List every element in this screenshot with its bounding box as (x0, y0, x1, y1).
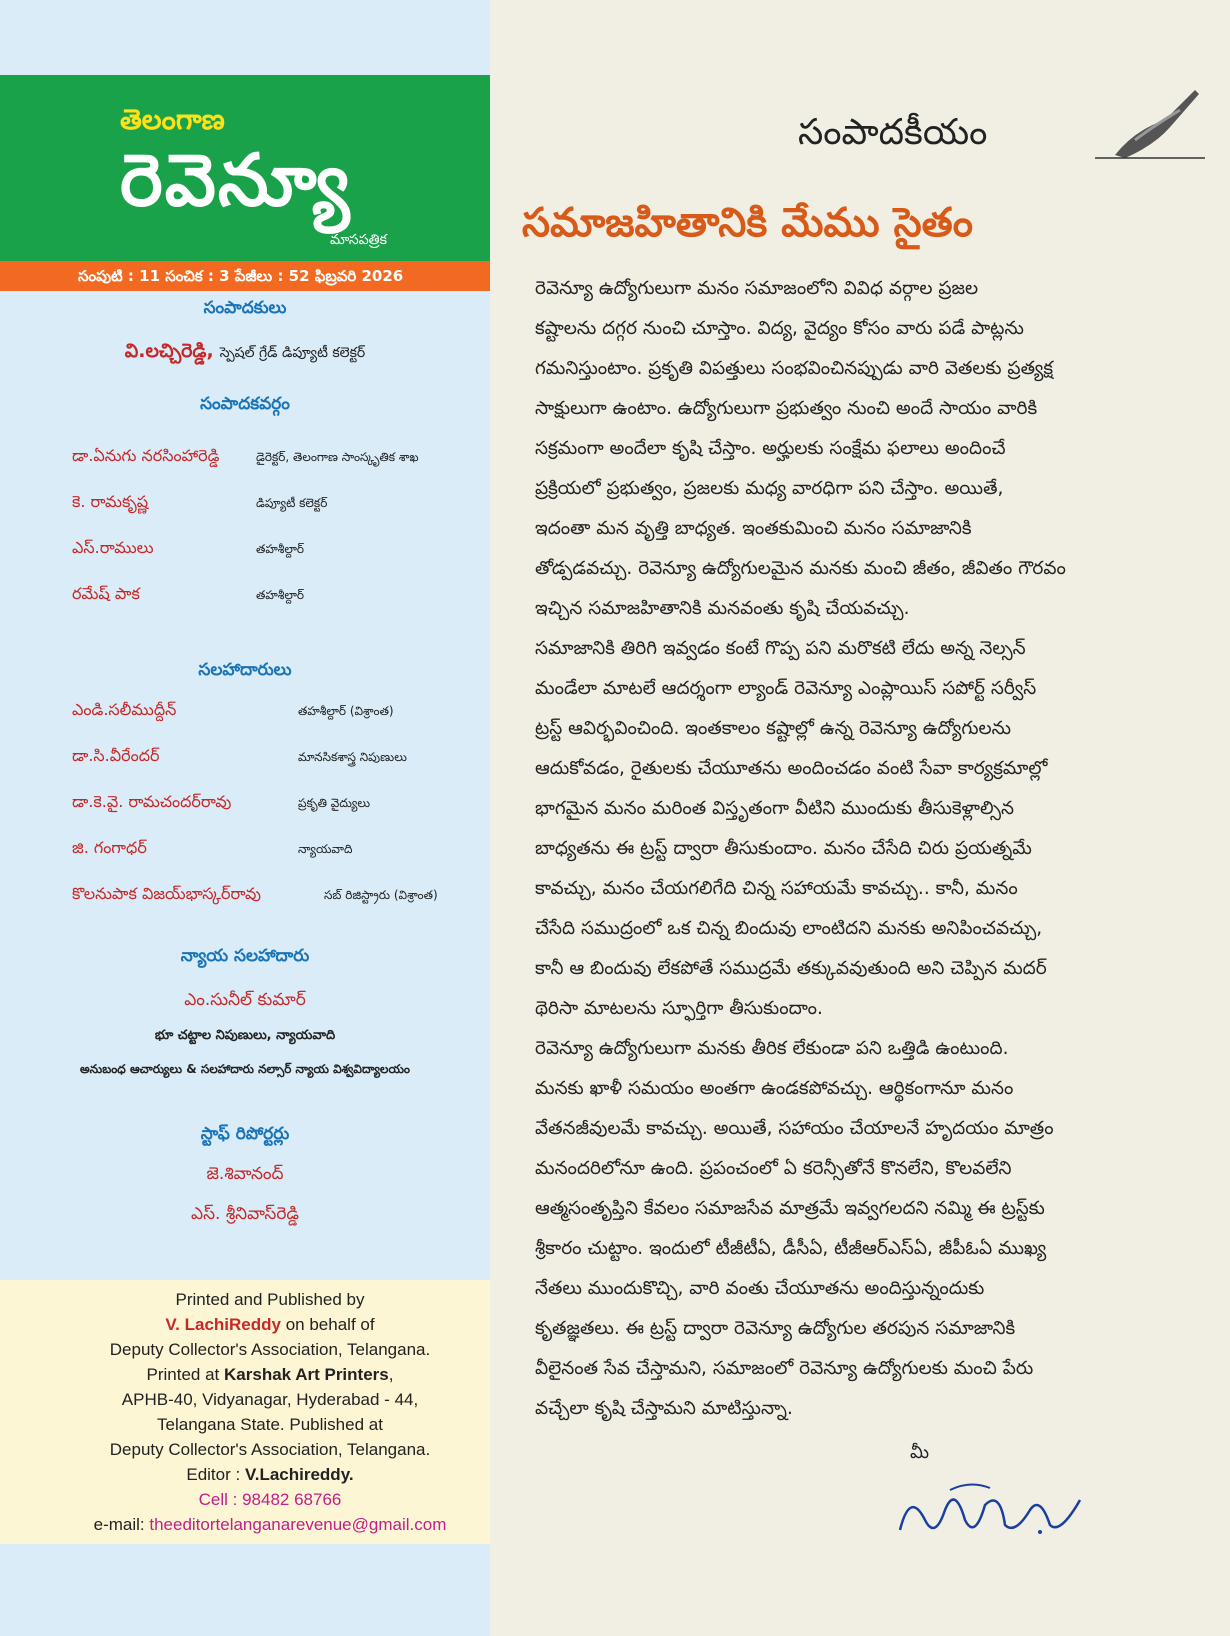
editorial-headline: సమాజహితానికి మేము సైతం (522, 200, 974, 246)
member-name: ఎస్.రాములు (72, 538, 154, 557)
pen-hand-icon (1095, 80, 1205, 160)
paragraph-line: థెరిసా మాటలను స్ఫూర్తిగా తీసుకుందాం. (535, 998, 823, 1019)
legal-name: ఎం.సునీల్ కుమార్ (184, 990, 306, 1010)
member-name: డా.సి.వీరేందర్ (72, 746, 160, 765)
email-link[interactable]: theeditortelanganarevenue@gmail.com (149, 1515, 447, 1534)
member-role: తహశీల్దార్ (256, 542, 305, 556)
paragraph-line: కష్టాలను దగ్గర నుంచి చూస్తాం. విద్య, వైద్యం కోసం వారు పడే పాట్లను (535, 318, 1024, 339)
printer-name: Karshak Art Printers (224, 1365, 389, 1384)
masthead (0, 75, 490, 261)
member-name: డా.కె.వై. రామచందర్‌రావు (72, 792, 232, 811)
print-text: , (388, 1365, 394, 1384)
paragraph-line: ప్రక్రియలో ప్రభుత్వం, ప్రజలకు మధ్య వారధిగా పని చేస్తాం. అయితే, (535, 478, 1004, 499)
staff-name: జె.శివానంద్ (206, 1164, 284, 1184)
paragraph-line: మనందరిలోనూ ఉంది. ప్రపంచంలో ఏ కరెన్సీతోనే కొనలేని, కొలవలేని (535, 1158, 1012, 1179)
editor-credit: V.Lachireddy. (244, 1465, 354, 1484)
masthead-title: రెవెన్యూ (120, 138, 352, 222)
print-info-box (0, 1280, 490, 1544)
print-line: APHB-40, Vidyanagar, Hyderabad - 44, (121, 1390, 419, 1409)
editorial-column (490, 0, 1230, 1636)
legal-line1: భూ చట్టాల నిపుణులు, న్యాయవాది (154, 1028, 336, 1043)
print-text: Editor : (186, 1465, 245, 1484)
staff-heading: స్టాఫ్ రిపోర్టర్లు (200, 1124, 290, 1144)
print-text: on behalf of (281, 1315, 375, 1334)
issue-bar (0, 261, 490, 291)
print-line (0, 1465, 540, 1485)
print-line: Deputy Collector's Association, Telangana. (109, 1440, 431, 1459)
paragraph-line: మనకు ఖాళీ సమయం అంతగా ఉండకపోవచ్చు. ఆర్థికంగానూ మనం (535, 1078, 1014, 1099)
print-text: e-mail: (93, 1515, 150, 1534)
staff-name: ఎస్. శ్రీనివాస్‌రెడ్డి (191, 1204, 299, 1224)
paragraph-line: సక్రమంగా అందేలా కృషి చేస్తాం. అర్హులకు సంక్షేమ ఫలాలు అందించే (535, 438, 1006, 459)
left-column (0, 0, 490, 1636)
print-line (0, 1315, 540, 1335)
member-name: జి. గంగాధర్ (72, 838, 147, 857)
editor-name: వి.లచ్చిరెడ్డి, (124, 340, 214, 362)
member-role: ప్రకృతి వైద్యులు (298, 796, 370, 810)
paragraph-line: ఆత్మసంతృప్తిని కేవలం సమాజసేవ మాత్రమే ఇవ్వగలదని నమ్మి ఈ ట్రస్ట్‌కు (535, 1198, 1045, 1219)
print-phone: Cell : 98482 68766 (198, 1490, 342, 1509)
member-role: న్యాయవాది (298, 842, 353, 856)
member-role: తహశీల్దార్ (విశ్రాంత) (298, 704, 394, 718)
paragraph-line: సమాజానికి తిరిగి ఇవ్వడం కంటే గొప్ప పని మరొకటి లేదు అన్న నెల్సన్ (535, 638, 1026, 659)
member-name: కొలనుపాక విజయ్‌భాస్కర్‌రావు (72, 884, 261, 903)
member-name: కె. రామకృష్ణ (72, 492, 149, 511)
paragraph-line: ఇదంతా మన వృత్తి బాధ్యత. ఇంతకుమించి మనం సమాజానికి (535, 518, 972, 539)
editor-line (0, 340, 490, 367)
member-role: మానసికశాస్త్ర నిపుణులు (298, 750, 407, 764)
paragraph-line: కావచ్చు, మనం చేయగలిగేది చిన్న సహాయమే కావచ్చు.. కానీ, మనం (535, 878, 1018, 899)
issue-line: సంపుటి : 11 సంచిక : 3 పేజీలు : 52 ఫిబ్రవరి 2026 (78, 267, 404, 285)
print-line: Telangana State. Published at (157, 1415, 383, 1434)
paragraph-line: వేతనజీవులమే కావచ్చు. అయితే, సహాయం చేయాలనే హృదయం మాత్రం (535, 1118, 1054, 1139)
paragraph-line: తోడ్పడవచ్చు. రెవెన్యూ ఉద్యోగులమైన మనకు మంచి జీతం, జీవితం గౌరవం (535, 558, 1066, 579)
paragraph-line: గమనిస్తుంటాం. ప్రకృతి విపత్తులు సంభవించినప్పుడు వారి వెతలకు ప్రత్యక్ష (535, 358, 1054, 379)
paragraph-line: ట్రస్ట్ ఆవిర్భవించింది. ఇంతకాలం కష్టాల్లో ఉన్న రెవెన్యూ ఉద్యోగులను (535, 718, 1012, 739)
masthead-subtitle: మాసపత్రిక (330, 232, 387, 248)
member-name: డా.ఏనుగు నరసింహారెడ్డి (72, 446, 220, 465)
paragraph-line: నేతలు ముందుకొచ్చి, వారి వంతు చేయూతను అందిస్తున్నందుకు (535, 1278, 985, 1299)
print-line: Printed and Published by (175, 1290, 365, 1309)
editor-role: స్పెషల్ గ్రేడ్ డిప్యూటీ కలెక్టర్ (219, 345, 366, 361)
paragraph-line: కృతజ్ఞతలు. ఈ ట్రస్ట్ ద్వారా రెవెన్యూ ఉద్యోగుల తరపున సమాజానికి (535, 1318, 1016, 1339)
print-text: Printed at (146, 1365, 225, 1384)
paragraph-line: బాధ్యతను ఈ ట్రస్ట్ ద్వారా తీసుకుందాం. మనం చేసేది చిరు ప్రయత్నమే (535, 838, 1032, 859)
member-name: ఎండి.సలీముద్దీన్ (72, 700, 177, 719)
paragraph-line: మండేలా మాటలే ఆదర్శంగా ల్యాండ్ రెవెన్యూ ఎంప్లాయిస్ సపోర్ట్ సర్వీస్ (535, 678, 1037, 699)
print-line (0, 1365, 540, 1385)
paragraph-line: రెవెన్యూ ఉద్యోగులుగా మనం సమాజంలోని వివిధ వర్గాల ప్రజల (535, 278, 979, 299)
paragraph-line: భాగమైన మనం మరింత విస్తృతంగా వీటిని ముందుకు తీసుకెళ్లాల్సిన (535, 798, 1015, 819)
print-line: Deputy Collector's Association, Telangana. (109, 1340, 431, 1359)
paragraph-line: ఇచ్చిన సమాజహితానికి మనవంతు కృషి చేయవచ్చు. (535, 598, 910, 619)
member-name: రమేష్ పాక (72, 584, 140, 603)
paragraph-line: కానీ ఆ బిందువు లేకపోతే సముద్రమే తక్కువవుతుంది అని చెప్పిన మదర్ (535, 958, 1047, 979)
paragraph-line: చేసేది సముద్రంలో ఒక చిన్న బిందువు లాంటిదని మనకు అనిపించవచ్చు, (535, 918, 1043, 939)
editors-heading: సంపాదకులు (203, 298, 287, 318)
paragraph-line: రెవెన్యూ ఉద్యోగులుగా మనకు తీరిక లేకుండా పని ఒత్తిడి ఉంటుంది. (535, 1038, 1009, 1059)
member-role: సబ్ రిజిస్ట్రారు (విశ్రాంత) (324, 888, 438, 902)
masthead-small-title: తెలంగాణ (120, 103, 225, 136)
editorial-label: సంపాదకీయం (798, 112, 988, 153)
signature (890, 1470, 1090, 1550)
publisher-name: V. LachiReddy (165, 1315, 281, 1334)
legal-line2: అనుబంధ ఆచార్యులు & సలహాదారు నల్సార్ న్యాయ విశ్వవిద్యాలయం (80, 1062, 410, 1076)
paragraph-line: వీలైనంత సేవ చేస్తామని, సమాజంలో రెవెన్యూ ఉద్యోగులకు మంచి పేరు (535, 1358, 1034, 1379)
member-role: డిప్యూటీ కలెక్టర్ (256, 496, 328, 510)
paragraph-line: సాక్షులుగా ఉంటాం. ఉద్యోగులుగా ప్రభుత్వం నుంచి అందే సాయం వారికి (535, 398, 1038, 419)
advisors-heading: సలహాదారులు (198, 660, 292, 680)
paragraph-line: శ్రీకారం చుట్టాం. ఇందులో టీజీటీఏ, డీసీఏ, టీజీఆర్ఎస్ఏ, జీపీఓఏ ముఖ్య (535, 1238, 1047, 1259)
paragraph-line: వచ్చేలా కృషి చేస్తామని మాటిస్తున్నా. (535, 1398, 793, 1419)
print-line (0, 1515, 540, 1535)
closing-word: మీ (910, 1442, 930, 1463)
member-role: డైరెక్టర్, తెలంగాణ సాంస్కృతిక శాఖ (256, 450, 419, 464)
board-heading: సంపాదకవర్గం (200, 394, 290, 414)
member-role: తహశీల్దార్ (256, 588, 305, 602)
legal-heading: న్యాయ సలహాదారు (180, 946, 310, 966)
paragraph-line: ఆదుకోవడం, రైతులకు చేయూతను అందించడం వంటి సేవా కార్యక్రమాల్లో (535, 758, 1048, 779)
